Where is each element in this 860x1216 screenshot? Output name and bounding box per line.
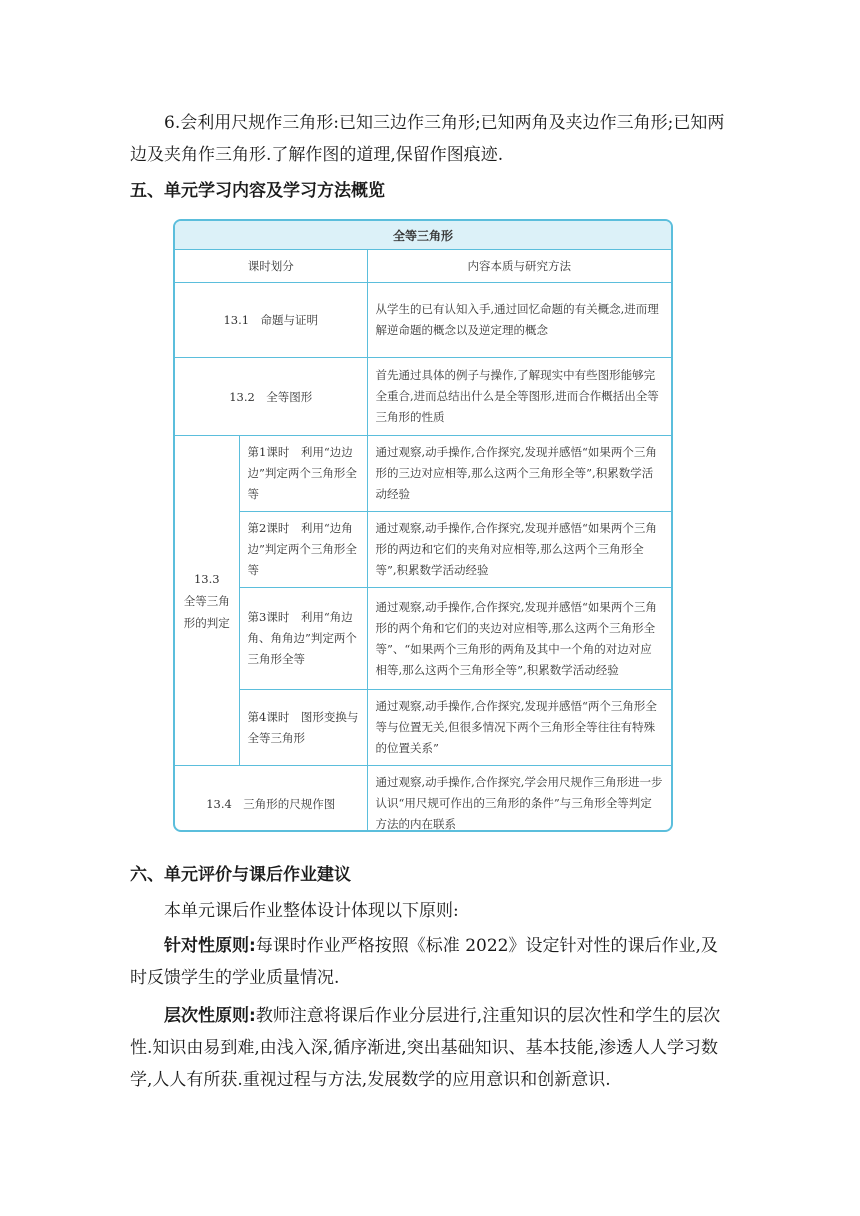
table-row: [175, 436, 671, 512]
lesson-cell: 13.2 全等图形: [175, 358, 367, 436]
principle-layered-text: 教师注意将课后作业分层进行,注重知识的层次性和学生的层次性.知识由易到难,由浅入深,循序渐进,突出基础知识、基本技能,渗透人人学习数学,人人有所获.重视过程与方法,发展数学的应用意识和创新意识.: [130, 1006, 721, 1090]
principle-targeted-text: 每课时作业严格按照《标准 2022》设定针对性的课后作业,及时反馈学生的学业质量情况.: [130, 936, 718, 988]
lesson-cell: 13.1 命题与证明: [175, 283, 367, 358]
content-overview-table: [173, 219, 673, 832]
table-row: [175, 283, 671, 358]
section-6-heading: 六、单元评价与课后作业建议: [130, 865, 351, 885]
content-cell: 首先通过具体的例子与操作,了解现实中有些图形能够完全重合,进而总结出什么是全等图形,进而合作概括出全等三角形的性质: [367, 358, 671, 436]
principle-layered-label: 层次性原则:: [164, 1006, 256, 1026]
content-cell: 从学生的已有认知入手,通过回忆命题的有关概念,进而理解逆命题的概念以及逆定理的概念: [367, 283, 671, 358]
table-row: [175, 766, 671, 833]
table-row: [175, 358, 671, 436]
table-row: [175, 588, 671, 690]
section-5-heading: 五、单元学习内容及学习方法概览: [130, 181, 385, 201]
content-cell: 通过观察,动手操作,合作探究,发现并感悟“如果两个三角形的三边对应相等,那么这两个三角形全等”,积累数学活动经验: [367, 436, 671, 512]
sub-lesson-cell: 第4课时 图形变换与全等三角形: [239, 690, 367, 766]
content-cell: 通过观察,动手操作,合作探究,发现并感悟“两个三角形全等与位置无关,但很多情况下两个三角形全等往往有特殊的位置关系”: [367, 690, 671, 766]
principle-targeted: [130, 930, 730, 994]
column-header-lessons: 课时划分: [175, 250, 367, 283]
principle-layered: [130, 1000, 730, 1096]
table-row: [175, 512, 671, 588]
section-6-intro: 本单元课后作业整体设计体现以下原则:: [164, 901, 459, 921]
sub-lesson-cell: 第3课时 利用“角边角、角角边”判定两个三角形全等: [239, 588, 367, 690]
sub-lesson-cell: 第1课时 利用“边边边”判定两个三角形全等: [239, 436, 367, 512]
content-cell: 通过观察,动手操作,合作探究,发现并感悟“如果两个三角形的两边和它们的夹角对应相等,那么这两个三角形全等”,积累数学活动经验: [367, 512, 671, 588]
table-title: 全等三角形: [175, 221, 671, 250]
group-label-cell: 13.3 全等三角形的判定: [175, 436, 239, 766]
column-header-content: 内容本质与研究方法: [367, 250, 671, 283]
content-cell: 通过观察,动手操作,合作探究,学会用尺规作三角形进一步认识“用尺规可作出的三角形的条件”与三角形全等判定方法的内在联系: [367, 766, 671, 833]
sub-lesson-cell: 第2课时 利用“边角边”判定两个三角形全等: [239, 512, 367, 588]
table-row: [175, 690, 671, 766]
objective-6-text: 6.会利用尺规作三角形:已知三边作三角形;已知两角及夹边作三角形;已知两边及夹角作三角形.了解作图的道理,保留作图痕迹.: [130, 113, 725, 165]
content-cell: 通过观察,动手操作,合作探究,发现并感悟“如果两个三角形的两个角和它们的夹边对应相等,那么这两个三角形全等”、“如果两个三角形的两角及其中一个角的对边对应相等,那么这两个三角形全等”,积累数学活动经验: [367, 588, 671, 690]
principle-targeted-label: 针对性原则:: [164, 936, 256, 956]
lesson-cell: 13.4 三角形的尺规作图: [175, 766, 367, 833]
